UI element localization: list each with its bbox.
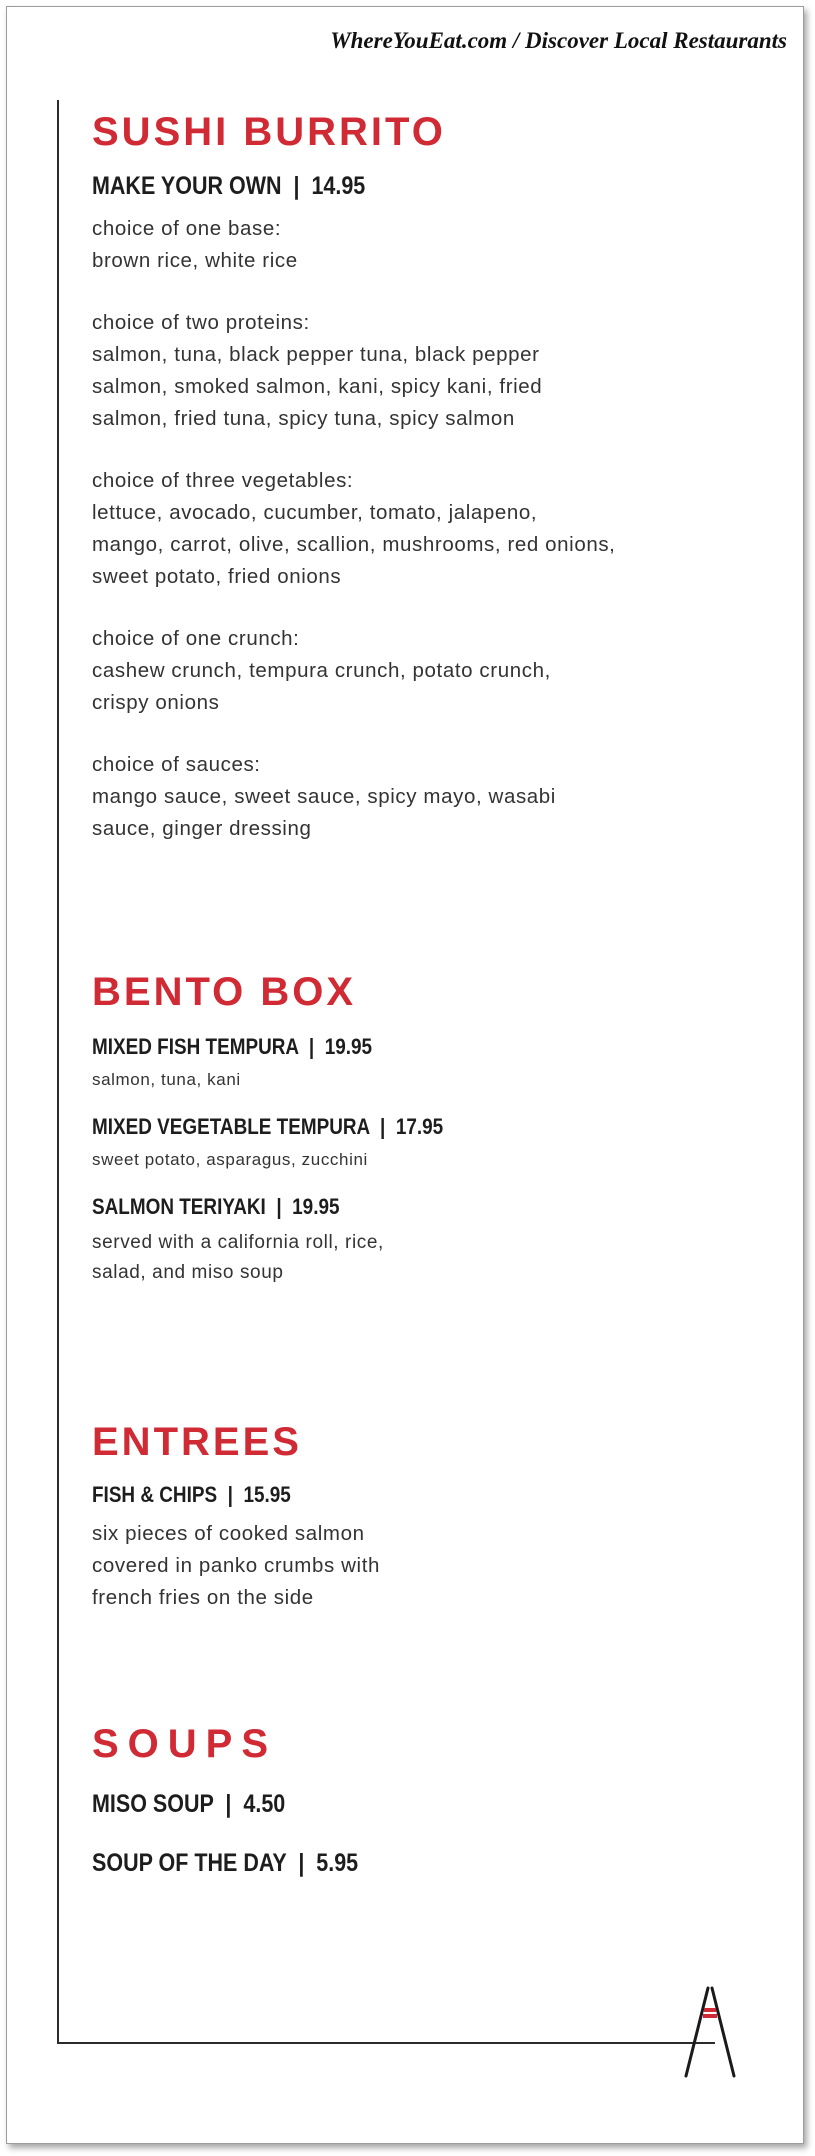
item-name: MIXED VEGETABLE TEMPURA xyxy=(92,1114,370,1139)
chopsticks-logo-icon xyxy=(680,1984,740,2080)
option-line: salmon, tuna, black pepper tuna, black pepper xyxy=(92,343,540,366)
price-separator: | xyxy=(271,1194,287,1219)
item-name: SOUP OF THE DAY xyxy=(92,1849,287,1877)
item-description: sweet potato, asparagus, zucchini xyxy=(92,1150,368,1169)
section-sushi-burrito xyxy=(92,108,772,845)
option-group xyxy=(92,623,772,719)
section-bento-box xyxy=(92,968,772,1288)
description-line: six pieces of cooked salmon xyxy=(92,1522,365,1545)
option-line: mango sauce, sweet sauce, spicy mayo, wasabi xyxy=(92,785,556,808)
option-group xyxy=(92,213,772,277)
price-separator: | xyxy=(287,172,306,200)
option-line: crispy onions xyxy=(92,691,220,714)
item-name: MISO SOUP xyxy=(92,1790,214,1818)
item-price: 19.95 xyxy=(324,1034,373,1059)
option-line: brown rice, white rice xyxy=(92,249,298,272)
option-line: sauce, ginger dressing xyxy=(92,817,312,840)
price-separator: | xyxy=(219,1790,238,1818)
option-line: salmon, smoked salmon, kani, spicy kani, fried xyxy=(92,375,543,398)
item-name: FISH & CHIPS xyxy=(92,1482,218,1507)
option-line: cashew crunch, tempura crunch, potato crunch, xyxy=(92,659,551,682)
menu-item-heading xyxy=(92,1790,677,1819)
item-price: 15.95 xyxy=(243,1482,291,1507)
menu-item-heading xyxy=(92,1482,677,1508)
menu-item-heading xyxy=(92,1034,677,1060)
section-soups xyxy=(92,1720,772,1878)
option-label: choice of one crunch: xyxy=(92,627,300,650)
price-separator: | xyxy=(222,1482,239,1507)
option-group xyxy=(92,307,772,435)
menu-item-heading xyxy=(92,1114,677,1140)
menu-content xyxy=(92,108,772,1877)
option-line: salmon, fried tuna, spicy tuna, spicy salmon xyxy=(92,407,515,430)
item-description xyxy=(92,1518,772,1614)
section-title: ENTREES xyxy=(92,1420,302,1464)
site-watermark: WhereYouEat.com / Discover Local Restaurants xyxy=(330,28,787,53)
menu-item-heading xyxy=(92,1849,677,1878)
section-title: SUSHI BURRITO xyxy=(92,110,446,154)
option-label: choice of three vegetables: xyxy=(92,469,354,492)
option-label: choice of one base: xyxy=(92,217,282,240)
item-name: MIXED FISH TEMPURA xyxy=(92,1034,299,1059)
item-name: MAKE YOUR OWN xyxy=(92,172,282,200)
item-price: 17.95 xyxy=(395,1114,444,1139)
option-group xyxy=(92,749,772,845)
item-description: salmon, tuna, kani xyxy=(92,1070,241,1089)
price-separator: | xyxy=(303,1034,320,1059)
option-line: mango, carrot, olive, scallion, mushrooms, red onions, xyxy=(92,533,616,556)
option-line: sweet potato, fried onions xyxy=(92,565,342,588)
menu-item-heading xyxy=(92,1194,677,1220)
description-line: covered in panko crumbs with xyxy=(92,1554,380,1577)
item-description xyxy=(92,1228,772,1288)
item-name: SALMON TERIYAKI xyxy=(92,1194,266,1219)
price-separator: | xyxy=(374,1114,391,1139)
option-group xyxy=(92,465,772,593)
description-line: french fries on the side xyxy=(92,1586,314,1609)
item-price: 5.95 xyxy=(316,1849,359,1877)
item-price: 4.50 xyxy=(243,1790,286,1818)
section-entrees xyxy=(92,1418,772,1614)
frame-line-bottom xyxy=(57,2042,715,2044)
item-price: 19.95 xyxy=(292,1194,340,1219)
description-line: salad, and miso soup xyxy=(92,1262,284,1283)
section-title: BENTO BOX xyxy=(92,970,357,1014)
menu-item-heading xyxy=(92,172,677,201)
section-title: SOUPS xyxy=(92,1722,278,1766)
item-price: 14.95 xyxy=(311,172,366,200)
option-label: choice of sauces: xyxy=(92,753,261,776)
option-label: choice of two proteins: xyxy=(92,311,310,334)
option-line: lettuce, avocado, cucumber, tomato, jalapeno, xyxy=(92,501,538,524)
description-line: served with a california roll, rice, xyxy=(92,1232,384,1253)
frame-line-left xyxy=(57,100,59,2044)
price-separator: | xyxy=(292,1849,311,1877)
